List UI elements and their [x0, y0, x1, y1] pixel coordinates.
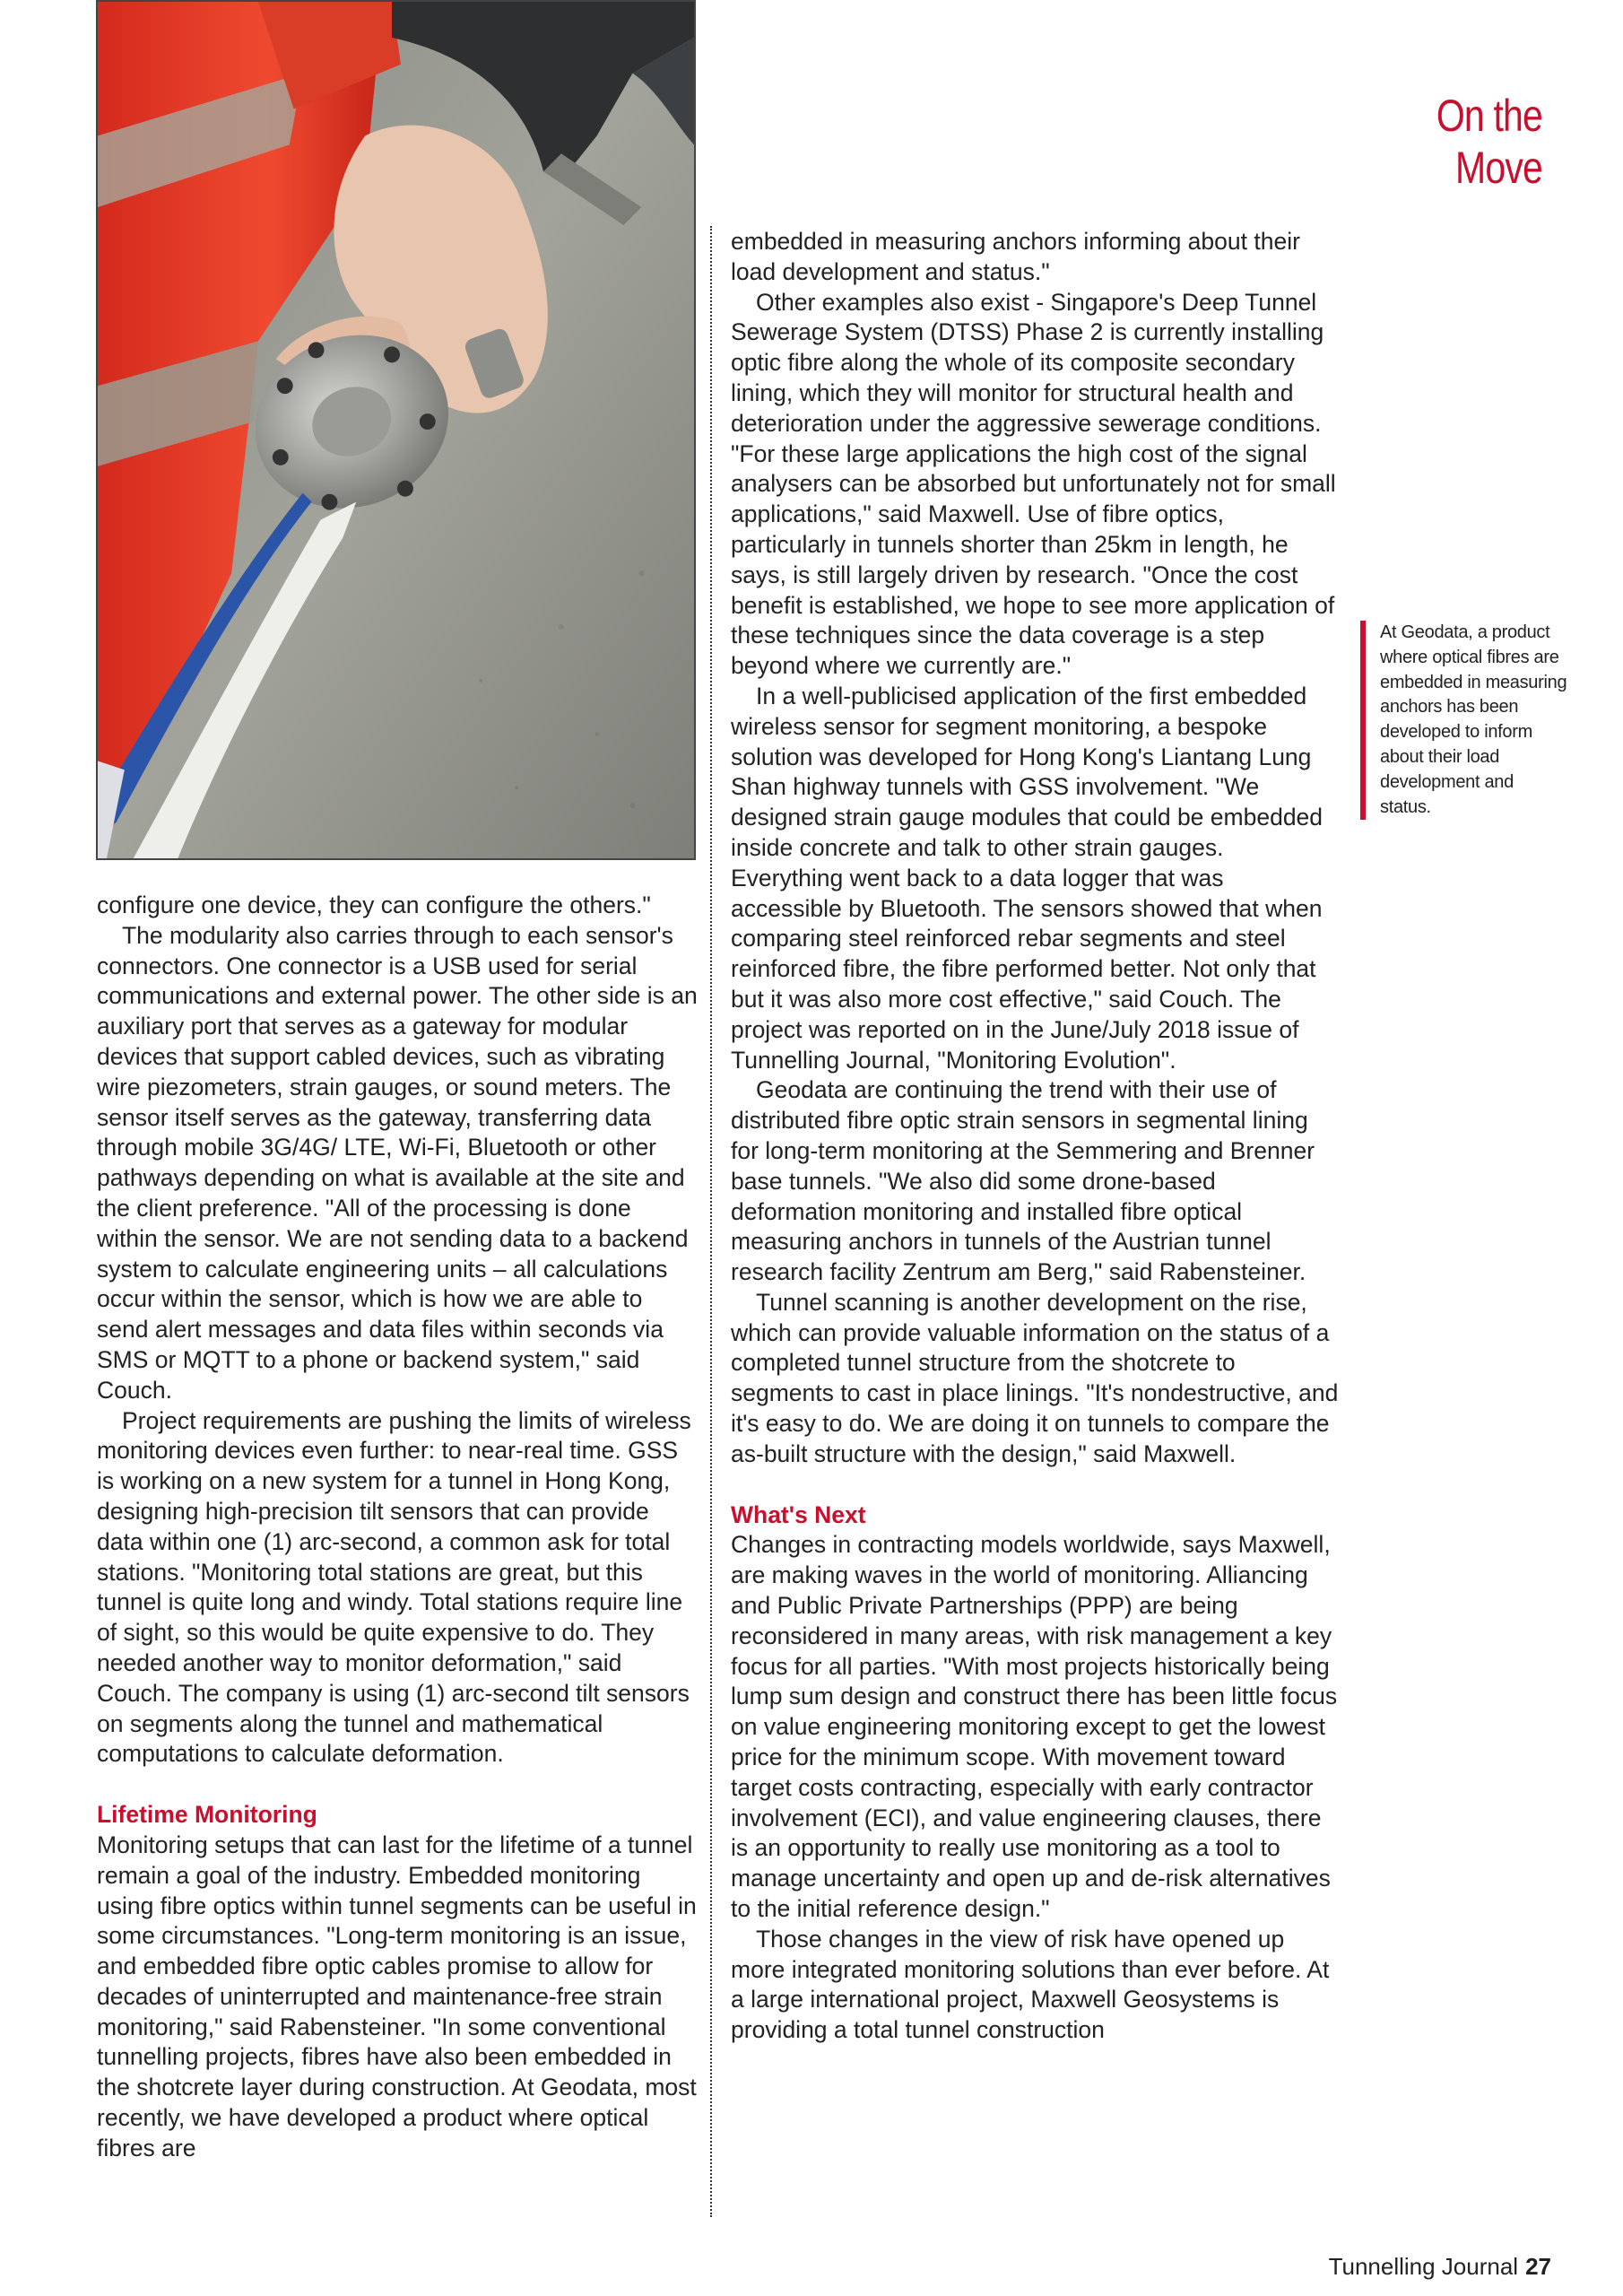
paragraph: Changes in contracting models worldwide, says Maxwell, are making waves in the world of monitoring. Alliancing and Public Private Partnerships (PPP) are being reconsidered in many areas, with risk management a key focus for all parties. "With most projects historically being lump sum design and construct there has been little focus on value engineering monitoring except to get the lowest price for the minimum scope. With movement toward target costs contracting, especially with early contractor involvement (ECI), and value engineering clauses, there is an opportunity to really use monitoring as a tool to manage uncertainty and open up and de-risk alternatives to the initial reference design." — [731, 1531, 1338, 1923]
section-tag: On the Move — [1436, 91, 1542, 193]
spacer — [731, 1470, 1341, 1500]
paragraph: In a well-publicised application of the first embedded wireless sensor for segment monitoring, a bespoke solution was developed for Hong Kong's Liantang Lung Shan highway tunnels with GSS involvement. "We designed strain gauge modules that could be embedded inside concrete and talk to other strain gauges. Everything went back to a data logger that was accessible by Bluetooth. The sensors showed that when comparing steel reinforced rebar segments and steel reinforced fibre, the fibre performed better. Not only that but it was also more cost effective," said Couch. The project was reported on in the June/July 2018 issue of Tunnelling Journal, "Monitoring Evolution". — [731, 682, 1324, 1074]
section-heading: What's Next — [731, 1500, 866, 1528]
paragraph: Other examples also exist - Singapore's Deep Tunnel Sewerage System (DTSS) Phase 2 is currently installing optic fibre along the whole of its composite secondary lining, which they will monitor for structural health and deterioration under the aggressive sewerage conditions. "For these large applications the high cost of the signal analysers can be absorbed but unfortunately not for small applications," said Maxwell. Use of fibre optics, particularly in tunnels shorter than 25km in length, he says, is still largely driven by research. "Once the cost benefit is established, we hope to see more application of these techniques since the data coverage is a step beyond where we currently are." — [731, 288, 1336, 680]
spacer — [97, 1770, 698, 1800]
section-heading: Lifetime Monitoring — [97, 1801, 317, 1829]
middle-column — [731, 227, 1341, 2046]
paragraph: Project requirements are pushing the limits of wireless monitoring devices even further: to near-real time. GSS is working on a new system for a tunnel in Hong Kong, designing high-precision tilt sensors that can provide data within one (1) arc-second, a common ask for total stations. "Monitoring total stations are great, but this tunnel is quite long and windy. Total stations require line of sight, so this would be quite expensive to do. They needed another way to monitor deformation," said Couch. The company is using (1) arc-second tilt sensors on segments along the tunnel and mathematical computations to calculate deformation. — [97, 1406, 691, 1768]
paragraph: embedded in measuring anchors informing about their load development and status." — [731, 228, 1300, 285]
column-divider — [710, 226, 712, 2217]
photo-illustration — [98, 2, 694, 858]
page-number: 27 — [1525, 2253, 1551, 2280]
paragraph: Monitoring setups that can last for the lifetime of a tunnel remain a goal of the industry. Embedded monitoring using fibre optics within tunnel segments can be useful in some circumstances. "Long-term monitoring is an issue, and embedded fibre optic cables promise to allow for decades of uninterrupted and maintenance-free strain monitoring," said Rabensteiner. "In some conventional tunnelling projects, fibres have also been embedded in the shotcrete layer during construction. At Geodata, most recently, we have developed a product where optical fibres are — [97, 1831, 697, 2161]
paragraph: configure one device, they can configure the others." — [97, 891, 651, 918]
paragraph: Tunnel scanning is another development on the rise, which can provide valuable information on the status of a completed tunnel structure from the shotcrete to segments to cast in place linings. "It's nondestructive, and it's easy to do. We are doing it on tunnels to compare the as-built structure with the design," said Maxwell. — [731, 1288, 1339, 1467]
photo-caption: At Geodata, a product where optical fibres are embedded in measuring anchors has been developed to inform about their load development and status. — [1360, 621, 1568, 820]
journal-name: Tunnelling Journal — [1328, 2253, 1519, 2280]
page-footer — [1329, 2253, 1551, 2281]
left-column — [97, 891, 698, 2164]
article-photo — [96, 0, 696, 860]
paragraph: The modularity also carries through to each sensor's connectors. One connector is a USB used for serial communications and external power. The other side is an auxiliary port that serves as a gateway for modular devices that support cabled devices, such as vibrating wire piezometers, strain gauges, or sound meters. The sensor itself serves as the gateway, transferring data through mobile 3G/4G/ LTE, Wi-Fi, Bluetooth or other pathways depending on what is available at the site and the client preference. "All of the processing is done within the sensor. We are not sending data to a backend system to calculate engineering units – all calculations occur within the sensor, which is how we are able to send alert messages and data files within seconds via SMS or MQTT to a phone or backend system," said Couch. — [97, 921, 698, 1404]
paragraph: Those changes in the view of risk have opened up more integrated monitoring solutions than ever before. At a large international project, Maxwell Geosystems is providing a total tunnel construction — [731, 1925, 1330, 2044]
paragraph: Geodata are continuing the trend with their use of distributed fibre optic strain sensors in segmental lining for long-term monitoring at the Semmering and Brenner base tunnels. "We also did some drone-based deformation monitoring and installed fibre optical measuring anchors in tunnels of the Austrian tunnel research facility Zentrum am Berg," said Rabensteiner. — [731, 1076, 1315, 1286]
